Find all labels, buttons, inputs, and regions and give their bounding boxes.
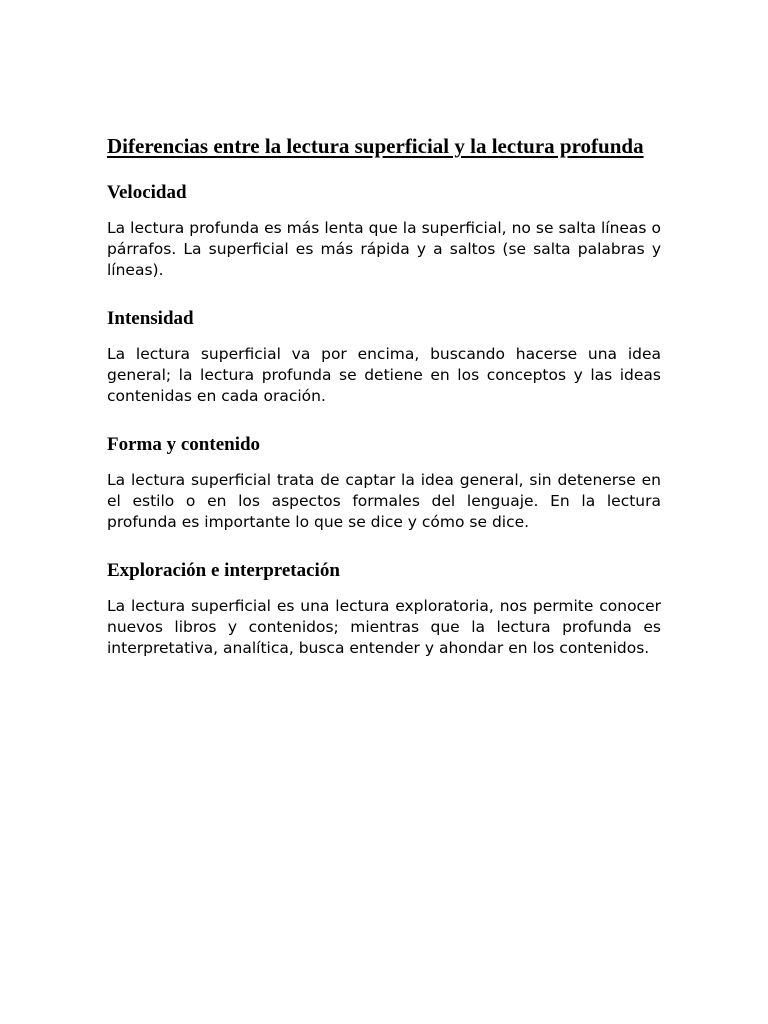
section-velocidad: [107, 181, 661, 281]
section-paragraph: La lectura superficial trata de captar la idea general, sin detenerse en el estilo o en los aspectos formales del lenguaje. En la lectura profunda es importante lo que se dice y cómo se dice.: [107, 471, 661, 531]
section-paragraph: La lectura superficial es una lectura exploratoria, nos permite conocer nuevos libros y contenidos; mientras que la lectura profunda es interpretativa, analítica, busca entender y ahondar en los contenidos.: [107, 597, 661, 657]
section-paragraph: La lectura profunda es más lenta que la superficial, no se salta líneas o párrafos. La superficial es más rápida y a saltos (se salta palabras y líneas).: [107, 219, 661, 279]
section-heading: Forma y contenido: [107, 434, 261, 455]
document-title: Diferencias entre la lectura superficial y la lectura profunda: [107, 134, 644, 158]
section-intensidad: [107, 307, 661, 407]
section-paragraph: La lectura superficial va por encima, buscando hacerse una idea general; la lectura profunda se detiene en los conceptos y las ideas contenidas en cada oración.: [107, 345, 661, 405]
document-page: [107, 128, 661, 685]
section-heading: Intensidad: [107, 308, 194, 329]
section-heading: Velocidad: [107, 182, 187, 203]
section-exploracion-e-interpretacion: [107, 559, 661, 659]
section-forma-y-contenido: [107, 433, 661, 533]
section-heading: Exploración e interpretación: [107, 560, 340, 581]
